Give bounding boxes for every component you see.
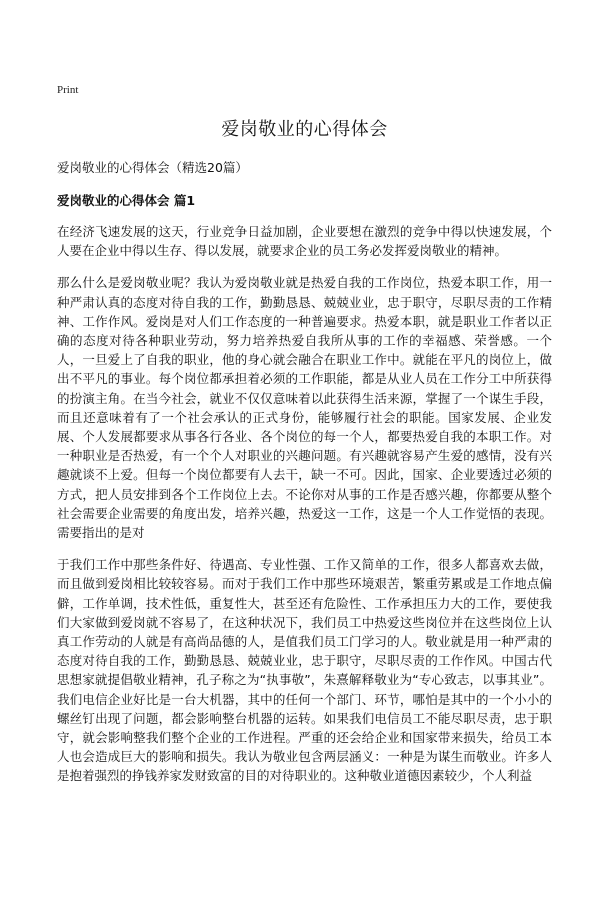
document-title: 爱岗敬业的心得体会 xyxy=(221,119,388,140)
section-heading: 爱岗敬业的心得体会 篇1 xyxy=(57,193,196,208)
print-link[interactable]: Print xyxy=(57,84,79,96)
paragraph-definition: 那么什么是爱岗敬业呢？我认为爱岗敬业就是热爱自我的工作岗位，热爱本职工作，用一种严肃认真的态度对待自我的工作，勤勤恳恳、兢兢业业，忠于职守，尽职尽责的工作精神、工作作风。爱岗是对人们工作态度的一种普遍要求。热爱本职，就是职业工作者以正确的态度对待各种职业劳动，努力培养热爱自我所从事的工作的幸福感、荣誉感。一个人，一旦爱上了自我的职业，他的身心就会融合在职业工作中。就能在平凡的岗位上，做出不平凡的事业。每个岗位都承担着必须的工作职能，都是从业人员在工作分工中所获得的扮演主角。在当今社会，就业不仅仅意味着以此获得生活来源，掌握了一个谋生手段，而且还意味着有了一个社会承认的正式身份，能够履行社会的职能。国家发展、企业发展、个人发展都要求从事各行各业、各个岗位的每一个人，都要热爱自我的本职工作。对一种职业是否热爱，有一个个人对职业的兴趣问题。有兴趣就容易产生爱的感情，没有兴趣就谈不上爱。但每一个岗位都要有人去干，缺一不可。因此，国家、企业要透过必须的方式，把人员安排到各个工作岗位上去。不论你对从事的工作是否感兴趣，你都要从整个社会需要企业需要的角度出发，培养兴趣，热爱这一工作，这是一个人工作觉悟的表现。需要指出的是对 xyxy=(57,275,552,541)
paragraph-intro: 在经济飞速发展的这天，行业竞争日益加剧，企业要想在激烈的竞争中得以快速发展，个人要在企业中得以生存、得以发展，就要求企业的员工务必发挥爱岗敬业的精神。 xyxy=(57,224,552,259)
paragraph-continuation: 于我们工作中那些条件好、待遇高、专业性强、工作又简单的工作，很多人都喜欢去做，而且做到爱岗相比较较容易。而对于我们工作中那些环境艰苦，繁重劳累或是工作地点偏僻，工作单调，技术性低，重复性大，甚至还有危险性、工作承担压力大的工作，要使我们大家做到爱岗就不容易了，在这种状况下，我们员工中热爱这些岗位并在这些岗位上认真工作劳动的人就是有高尚品德的人，是值我们员工门学习的人。敬业就是用一种严肃的态度对待自我的工作，勤勤恳恳、兢兢业业，忠于职守，尽职尽责的工作作风。中国古代思想家就提倡敬业精神，孔子称之为“执事敬”，朱熹解释敬业为“专心致志，以事其业”。我们电信企业好比是一台大机器，其中的任何一个部门、环节，哪怕是其中的一个小小的螺丝钉出现了问题，都会影响整台机器的运转。如果我们电信员工不能尽职尽责，忠于职守，就会影响整我们整个企业的工作进程。严重的还会给企业和国家带来损失，给员工本人也会造成巨大的影响和损失。我认为敬业包含两层涵义：一种是为谋生而敬业。许多人是抱着强烈的挣钱养家发财致富的目的对待职业的。这种敬业道德因素较少，个人利益 xyxy=(57,557,552,784)
document-subtitle: 爱岗敬业的心得体会（精选20篇） xyxy=(57,160,248,175)
